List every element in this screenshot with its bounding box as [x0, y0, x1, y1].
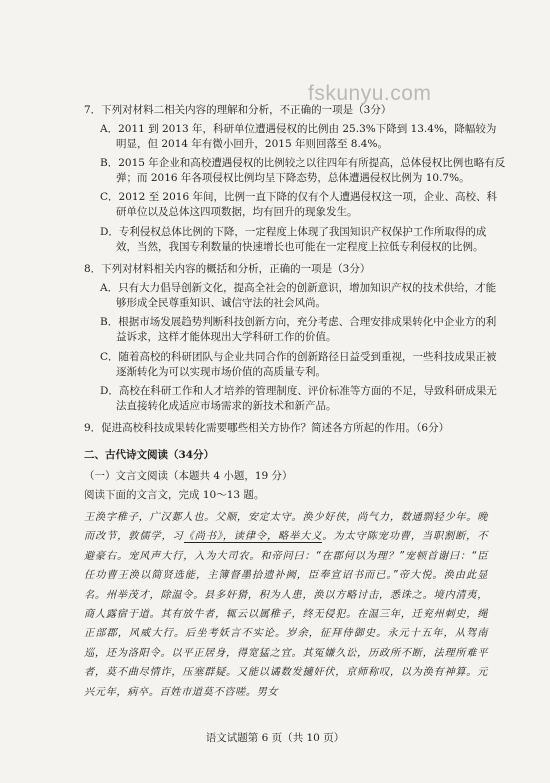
- passage-underlined-phrase: 《尚书》，读律令，略举大义: [183, 531, 323, 543]
- watermark: fskunyu.com: [308, 82, 432, 105]
- passage-text-2: 。为太守陈宠功曹，当职割断，不避豪右。宠风声大行，入为大司农。和帝问曰：“在郡何以为理？”宠顿首谢曰：“臣任功曹王涣以简贤选能，主簿督墨拾遗补阙，臣奉宣诏书而已。”帝大悦。涣由此显名。州举茂才，除温令。县多奸猾，积为人患，涣以方略讨击，悉诛之。境内清夷，商人露宿于道。其有放牛者，辄云以属稚子，终无侵犯。在温三年，迁兖州刺史，绳正部郡，风威大行。后坐考妖言不实论。岁余，征拜侍御史。永元十五年，从驾南巡，还为洛阳令。以平正居身，得宽猛之宜。其冤嫌久讼，历政所不断，法理所难平者，莫不曲尽情诈，压塞群疑。又能以谲数发擿奸伏，京师称叹，以为涣有神算。元兴元年，病卒。百姓市道莫不咨嗟。男女: [84, 531, 488, 698]
- section-title: 二、古代诗文阅读（34分）: [84, 449, 215, 461]
- question-7-option-d: D．专利侵权总体比例的下降，一定程度上体现了我国知识产权保护工作所取得的成效，当然，我国专利数量的快速增长也可能在一定程度上拉低专利侵权的比例。: [100, 226, 487, 253]
- question-8-option-c: C．随着高校的科研团队与企业共同合作的创新路径日益受到重视，一些科技成果正被逐渐转化为可以实现市场价值的高质量专利。: [100, 351, 497, 378]
- question-8-option-b: B．根据市场发展趋势判断科技创新方向，充分考虑、合理安排成果转化中企业方的利益诉求，这样才能体现出大学科研工作的价值。: [100, 316, 497, 343]
- question-7-option-a: A．2011 到 2013 年，科研单位遭遇侵权的比例由 25.3%下降到 13.4%，降幅较为明显，但 2014 年有微小回升，2015 年则回落至 8.4%。: [100, 123, 497, 150]
- reading-instruction: 阅读下面的文言文，完成 10～13 题。: [84, 489, 265, 501]
- question-8-stem: 8．下列对材料相关内容的概括和分析，正确的一项是（3分）: [84, 263, 371, 275]
- question-7-stem: 7．下列对材料二相关内容的理解和分析，不正确的一项是（3分）: [84, 104, 392, 116]
- classical-passage: [84, 508, 488, 702]
- question-7-option-c: C．2012 至 2016 年间，比例一直下降的仅有个人遭遇侵权这一项，企业、高校、科研单位以及总体这四项数据，均有回升的现象发生。: [100, 191, 497, 218]
- page-footer: 语文试题第 6 页（共 10 页）: [205, 732, 345, 744]
- question-7-option-b: B．2015 年企业和高校遭遇侵权的比例较之以往四年有所提高，总体侵权比例也略有反弹；而 2016 年各项侵权比例均呈下降态势，总体遭遇侵权比例为 10.7%。: [100, 157, 506, 184]
- question-9-stem: 9．促进高校科技成果转化需要哪些相关方协作？简述各方所起的作用。（6分）: [84, 422, 450, 434]
- question-8-option-a: A．只有大力倡导创新文化，提高全社会的创新意识，增加知识产权的技术供给，才能够形成全民尊重知识、诚信守法的社会风尚。: [100, 282, 497, 309]
- question-8-option-d: D．高校在科研工作和人才培养的管理制度、评价标准等方面的不足，导致科研成果无法直接转化成适应市场需求的新技术和新产品。: [100, 385, 497, 412]
- subsection-title: （一）文言文阅读（本题共 4 小题，19 分）: [84, 470, 293, 482]
- passage-text-1: 王涣字稚子，广汉郪人也。父顺，安定太守。涣少好侠，尚气力，数通剽轻少年。晚而改节，敦儒学，习: [84, 512, 488, 543]
